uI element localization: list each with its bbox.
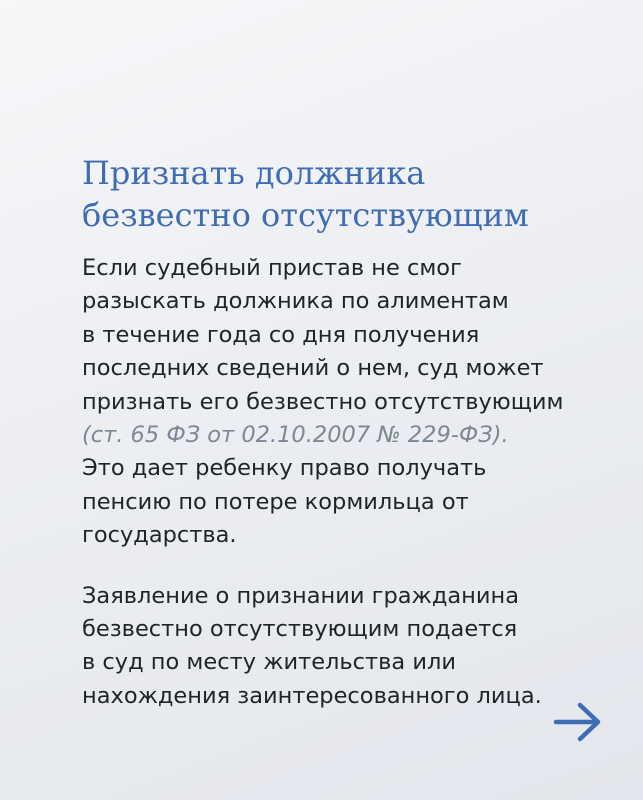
paragraph-application bbox=[82, 580, 612, 714]
text-line: безвестно отсутствующим подается bbox=[82, 616, 518, 643]
text-line: в течение года со дня получения bbox=[82, 321, 480, 348]
paragraph-debtor-missing bbox=[82, 252, 612, 553]
text-line: разыскать должника по алиментам bbox=[82, 288, 509, 315]
title-line: Признать должника bbox=[82, 154, 426, 192]
text-line: последних сведений о нем, суд может bbox=[82, 355, 544, 382]
text-line: пенсию по потере кормильца от bbox=[82, 488, 469, 515]
page-title bbox=[82, 152, 602, 236]
text-line: признать его безвестно отсутствующим bbox=[82, 388, 564, 415]
text-line: нахождения заинтересованного лица. bbox=[82, 682, 542, 709]
text-line: Это дает ребенку право получать bbox=[82, 455, 487, 482]
text-line: Если судебный пристав не смог bbox=[82, 255, 462, 281]
text-line: государства. bbox=[82, 522, 237, 549]
content-body bbox=[82, 252, 612, 713]
law-reference: (ст. 65 ФЗ от 02.10.2007 № 229-ФЗ). bbox=[82, 422, 509, 449]
next-button[interactable] bbox=[552, 700, 604, 744]
title-line: безвестно отсутствующим bbox=[82, 196, 529, 234]
text-line: Заявление о признании гражданина bbox=[82, 582, 520, 609]
arrow-right-icon bbox=[552, 700, 604, 744]
text-line: в суд по месту жительства или bbox=[82, 649, 456, 676]
